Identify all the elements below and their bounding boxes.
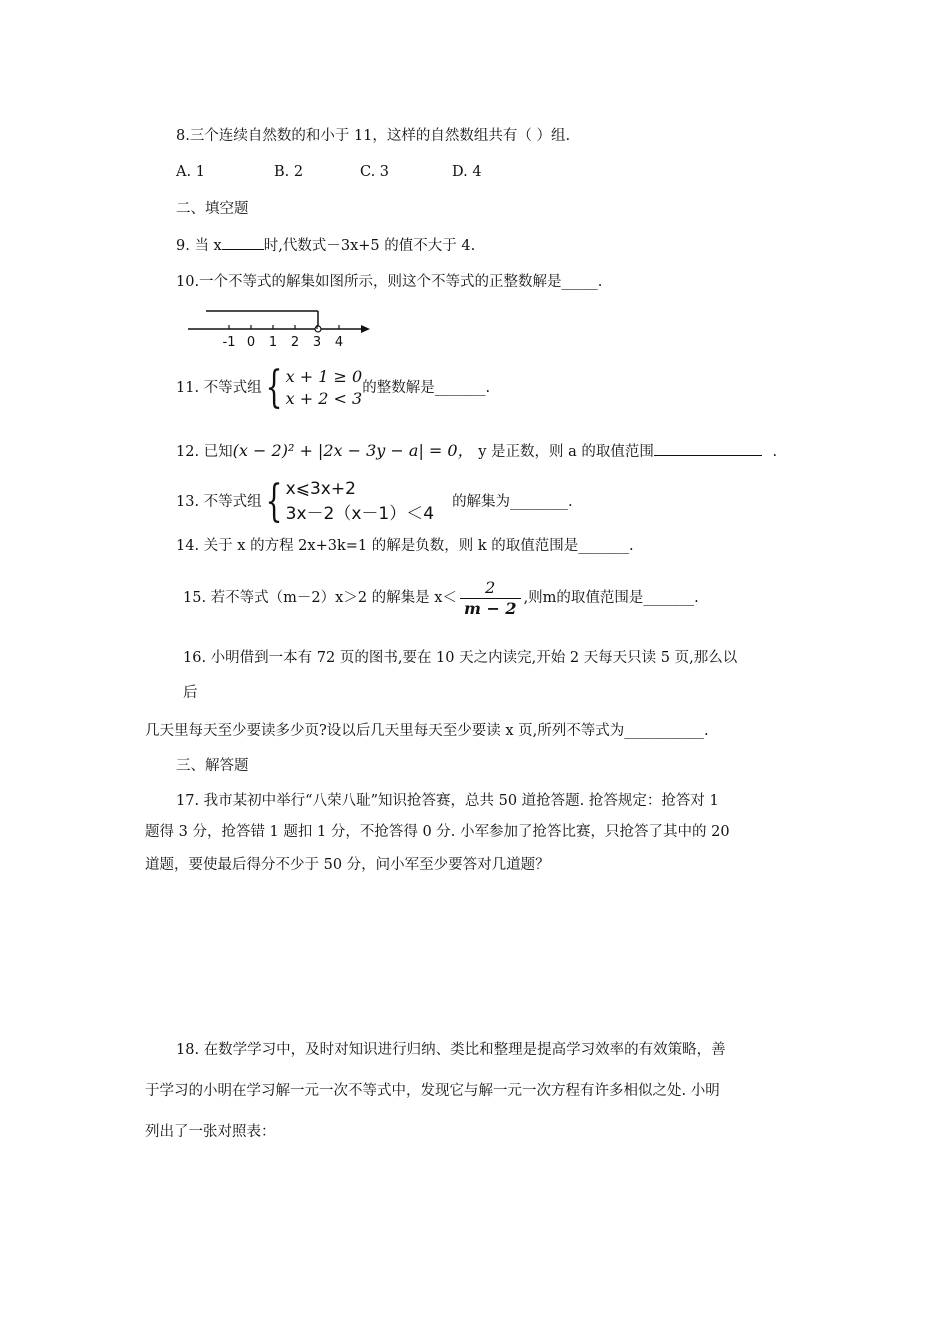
q13-post: 的解集为________. [452,494,573,510]
q17-line2: 题得 3 分，抢答错 1 题扣 1 分，不抢答得 0 分. 小军参加了抢答比赛，只抢答了其中的 20 [145,824,730,840]
q10-text: 10.一个不等式的解集如图所示，则这个不等式的正整数解是_____. [176,274,603,290]
q12-post: . [772,444,778,460]
left-brace: { [265,476,283,527]
q11-system [262,362,363,413]
q8-text: 8.三个连续自然数的和小于 11，这样的自然数组共有（ ）组. [176,128,571,144]
q15-post: ,则m的取值范围是_______. [523,590,699,606]
q16-line1: 16. 小明借到一本有 72 页的图书,要在 10 天之内读完,开始 2 天每天只读 5 页,那么以 [183,650,738,666]
section-3-title: 三、解答题 [176,758,249,774]
q8-option-d: D. 4 [452,164,482,180]
tick-label: 0 [246,335,256,350]
q9-text [176,235,475,256]
q11-row1: x + 1 ≥ 0 [285,367,363,386]
q12-pre: 12. 已知 [176,444,233,460]
q8-option-c: C. 3 [360,164,390,180]
q12-expr: (x − 2)² + |2x − 3y − a| = 0， [232,441,474,460]
tick-label: 4 [334,335,344,350]
number-line-figure [184,302,376,352]
q16-line2: 后 [183,685,198,701]
q14-text: 14. 关于 x 的方程 2x+3k=1 的解是负数，则 k 的取值范围是_______. [176,538,634,554]
q8-option-a: A. 1 [176,164,205,180]
tick-label: 1 [268,335,278,350]
q12-text [176,441,777,462]
q9-pre: 9. 当 x [176,238,222,254]
tick-label: 3 [312,335,322,350]
q17-line1: 17. 我市某初中举行“八荣八耻”知识抢答赛，总共 50 道抢答题. 抢答规定：抢答对 1 [176,793,719,809]
q15-numerator: 2 [485,577,496,597]
q15-text [183,574,699,622]
q11-row2: x + 2 < 3 [285,389,363,408]
q18-line3: 列出了一张对照表： [145,1124,276,1140]
q13-system [262,477,434,527]
q18-line2: 于学习的小明在学习解一元一次不等式中，发现它与解一元一次方程有许多相似之处. 小明 [145,1083,720,1099]
q8-option-b: B. 2 [274,164,304,180]
open-circle [315,326,321,332]
q17-line3: 道题，要使最后得分不少于 50 分，问小军至少要答对几道题？ [145,857,550,873]
q9-post: 时,代数式－3x+5 的值不大于 4. [263,238,476,254]
q15-denominator: m − 2 [460,598,521,619]
q13-text [176,474,573,530]
q11-text [176,362,490,414]
q16-line3: 几天里每天至少要读多少页?设以后几天里每天至少要读 x 页,所列不等式为___________. [145,723,709,739]
left-brace: { [265,362,283,413]
q11-post: 的整数解是_______. [362,380,491,396]
section-2-title: 二、填空题 [176,201,249,217]
q12-mid: y 是正数，则 a 的取值范围 [478,444,654,460]
q15-fraction [460,578,521,619]
q13-pre: 13. 不等式组 [176,494,262,510]
q11-pre: 11. 不等式组 [176,380,262,396]
q12-blank [654,441,762,456]
q15-pre: 15. 若不等式（m－2）x＞2 的解集是 x＜ [183,590,457,606]
q18-line1: 18. 在数学学习中，及时对知识进行归纳、类比和整理是提高学习效率的有效策略，善 [176,1042,726,1058]
q13-row2: 3x－2（x－1）＜4 [285,504,435,524]
q13-row1: x⩽3x+2 [285,479,356,499]
tick-label: 2 [290,335,300,350]
tick-label: -1 [222,335,236,350]
q9-blank [222,235,264,250]
